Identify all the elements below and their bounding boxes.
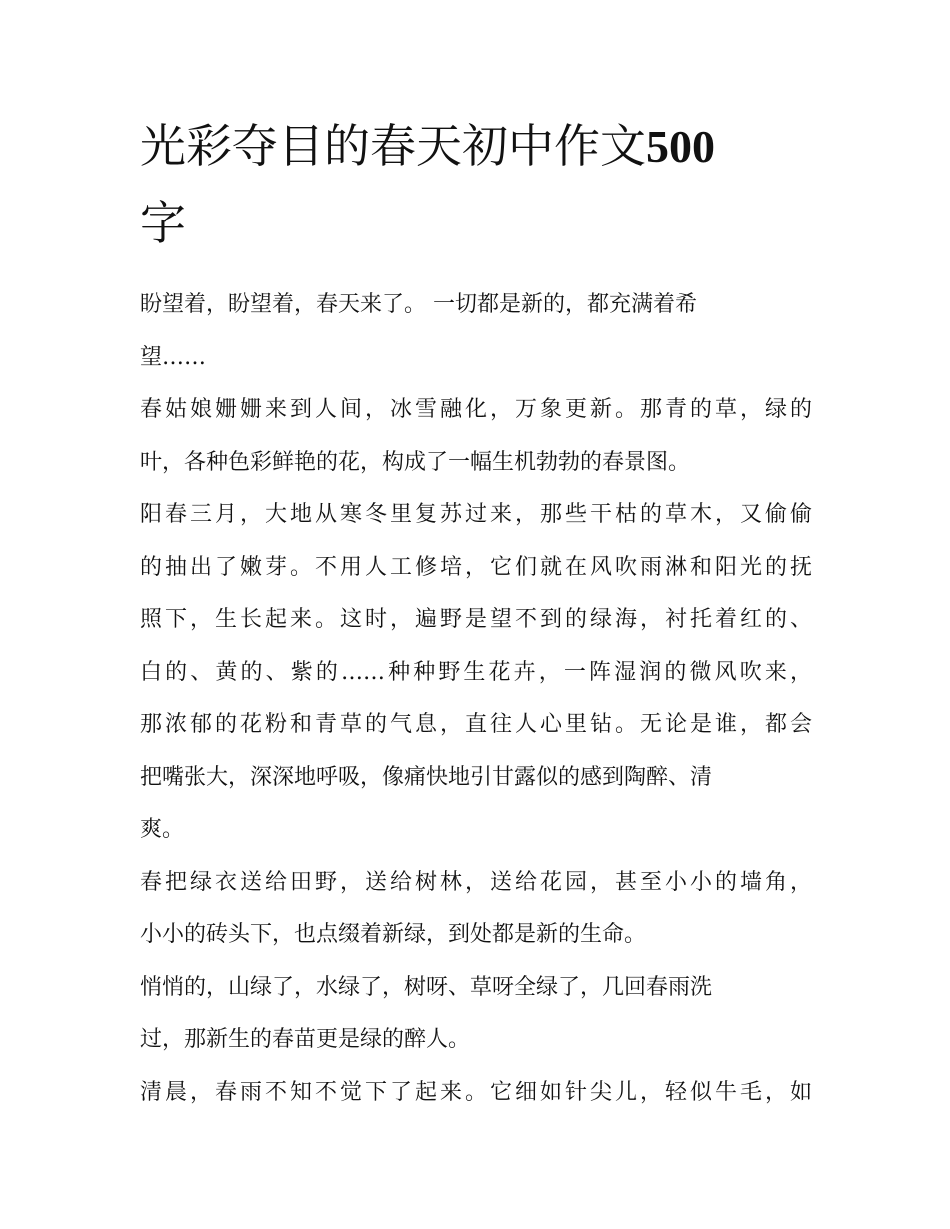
text-line: 照下，生长起来。这时，遍野是望不到的绿海，衬托着红的、 — [140, 607, 812, 632]
text-line: 春把绿衣送给田野，送给树林，送给花园，甚至小小的墙角， — [140, 869, 812, 895]
text-line: 的抽出了嫩芽。不用人工修培，它们就在风吹雨淋和阳光的抚 — [140, 554, 812, 580]
page-title — [140, 108, 812, 261]
text-line: 小小的砖头下，也点缀着新绿，到处都是新的生命。 — [140, 922, 647, 947]
document-page — [140, 108, 812, 1119]
text-line: 爽。 — [140, 817, 185, 842]
title-number: 500 — [646, 121, 715, 172]
text-line: 盼望着，盼望着，春天来了。 一切都是新的，都充满着希 — [140, 292, 697, 317]
text-line: 那浓郁的花粉和青草的气息，直往人心里钻。无论是谁，都会 — [140, 712, 812, 737]
title-suffix: 字 — [140, 196, 186, 250]
text-line: 过，那新生的春苗更是绿的醉人。 — [140, 1027, 471, 1052]
text-line: 望…… — [140, 344, 207, 370]
essay-body — [140, 279, 812, 1119]
text-line: 白的、黄的、紫的……种种野生花卉，一阵湿润的微风吹来， — [140, 659, 812, 685]
text-line: 把嘴张大，深深地呼吸，像痛快地引甘露似的感到陶醉、清 — [140, 764, 713, 790]
text-line: 悄悄的，山绿了，水绿了，树呀、草呀全绿了，几回春雨洗 — [140, 974, 713, 1000]
text-line: 清晨，春雨不知不觉下了起来。它细如针尖儿，轻似牛毛，如 — [140, 1079, 812, 1105]
title-text: 光彩夺目的春天初中作文 — [140, 119, 646, 173]
text-line: 叶，各种色彩鲜艳的花，构成了一幅生机勃勃的春景图。 — [140, 449, 691, 475]
text-line: 阳春三月，大地从寒冬里复苏过来，那些干枯的草木，又偷偷 — [140, 502, 812, 527]
text-line: 春姑娘姗姗来到人间，冰雪融化，万象更新。那青的草，绿的 — [140, 397, 812, 422]
